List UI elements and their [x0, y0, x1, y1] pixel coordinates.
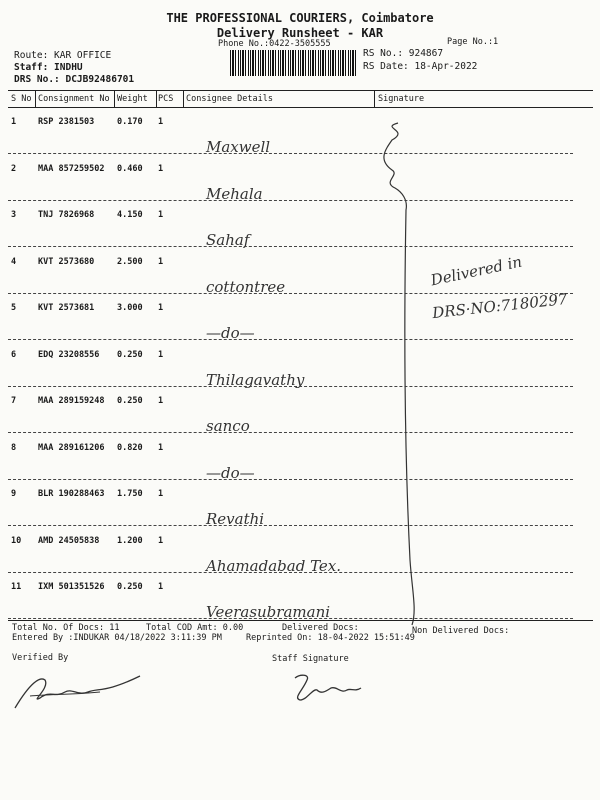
row-sno: 4 — [11, 256, 17, 267]
row-consignee-handwritten: Thilagavathy — [206, 370, 305, 389]
company-name: THE PROFESSIONAL COURIERS, Coimbatore — [166, 11, 434, 25]
row-weight: 0.250 — [117, 582, 143, 592]
row-separator — [8, 339, 573, 340]
route: Route: KAR OFFICE — [14, 50, 112, 61]
phone-number: Phone No.:0422-3505555 — [218, 39, 331, 49]
total-cod: Total COD Amt: 0.00 — [146, 623, 244, 633]
row-weight: 1.750 — [117, 489, 143, 499]
row-consignee-handwritten: Mehala — [206, 184, 263, 203]
row-weight: 0.250 — [117, 349, 143, 360]
row-consignee-handwritten: Ahamadabad Tex. — [206, 556, 342, 575]
row-separator — [8, 293, 573, 294]
staff-signature-label: Staff Signature — [272, 654, 349, 664]
row-weight: 4.150 — [117, 210, 143, 220]
row-pcs: 1 — [158, 256, 164, 267]
row-separator — [8, 432, 573, 433]
col-divider — [156, 90, 157, 107]
row-consignment-no: BLR 190288463 — [38, 489, 105, 499]
non-delivered-docs: Non Delivered Docs: — [412, 626, 510, 636]
row-consignment-no: MAA 289161206 — [38, 442, 105, 453]
rs-number: RS No.: 924867 — [363, 48, 444, 59]
col-divider — [374, 90, 375, 107]
col-divider — [183, 90, 184, 107]
reprinted-on: Reprinted On: 18-04-2022 15:51:49 — [246, 633, 415, 643]
col-divider — [114, 90, 115, 107]
row-sno: 8 — [11, 442, 17, 453]
page-number: Page No.:1 — [447, 37, 499, 47]
row-consignee-handwritten: cottontree — [206, 277, 286, 296]
row-consignee-handwritten: Maxwell — [206, 138, 271, 156]
row-consignee-handwritten: —do— — [206, 463, 255, 482]
row-pcs: 1 — [158, 117, 164, 127]
row-separator — [8, 246, 573, 247]
row-weight: 2.500 — [117, 256, 143, 267]
row-sno: 7 — [11, 396, 17, 406]
row-consignee-handwritten: —do— — [206, 324, 255, 342]
row-pcs: 1 — [158, 489, 164, 499]
row-consignment-no: EDQ 23208556 — [38, 349, 100, 360]
row-separator — [8, 479, 573, 480]
row-pcs: 1 — [158, 442, 164, 453]
document-title: Delivery Runsheet - KAR — [216, 26, 384, 40]
row-separator — [8, 153, 573, 154]
row-weight: 1.200 — [117, 535, 143, 546]
col-header-consignment: Consignment No — [38, 94, 110, 104]
total-docs: Total No. Of Docs: 11 — [12, 623, 120, 633]
row-consignment-no: MAA 289159248 — [38, 396, 105, 406]
barcode — [230, 50, 358, 76]
col-header-sno: S No — [11, 94, 32, 104]
delivered-docs: Delivered Docs: — [282, 623, 359, 633]
row-sno: 5 — [11, 303, 17, 313]
row-separator — [8, 572, 573, 573]
row-consignment-no: KVT 2573680 — [38, 256, 95, 267]
row-consignment-no: AMD 24505838 — [38, 535, 100, 546]
row-weight: 0.170 — [117, 117, 143, 127]
row-weight: 0.460 — [117, 163, 143, 174]
col-header-weight: Weight — [117, 94, 148, 104]
row-pcs: 1 — [158, 396, 164, 406]
row-sno: 3 — [11, 210, 17, 220]
row-consignee-handwritten: Revathi — [206, 510, 265, 528]
row-consignment-no: MAA 857259502 — [38, 163, 105, 174]
row-sno: 1 — [11, 117, 17, 127]
handwritten-note-line1: Delivered in — [429, 252, 524, 290]
row-consignment-no: KVT 2573681 — [38, 303, 95, 313]
row-separator — [8, 618, 573, 619]
row-pcs: 1 — [158, 163, 164, 174]
row-consignment-no: RSP 2381503 — [38, 117, 95, 127]
row-pcs: 1 — [158, 349, 164, 360]
staff-signature — [285, 670, 375, 705]
row-consignment-no: TNJ 7826968 — [38, 210, 95, 220]
footer-border — [8, 620, 593, 621]
col-header-consignee: Consignee Details — [186, 94, 273, 104]
table-header-border — [8, 107, 593, 108]
row-sno: 9 — [11, 489, 17, 499]
row-sno: 2 — [11, 163, 17, 174]
row-weight: 0.820 — [117, 442, 143, 453]
handwritten-note-line2: DRS·NO:7180297 — [431, 289, 569, 323]
row-weight: 0.250 — [117, 396, 143, 406]
row-pcs: 1 — [158, 210, 164, 220]
row-sno: 11 — [11, 582, 22, 592]
row-pcs: 1 — [158, 303, 164, 313]
signature-scribble — [370, 120, 430, 640]
row-weight: 3.000 — [117, 303, 143, 313]
row-separator — [8, 200, 573, 201]
staff: Staff: INDHU — [14, 62, 83, 73]
row-separator — [8, 386, 573, 387]
verified-by-label: Verified By — [12, 653, 69, 663]
row-sno: 6 — [11, 349, 17, 360]
row-consignee-handwritten: Veerasubramani — [206, 603, 331, 621]
row-sno: 10 — [11, 535, 22, 546]
drs-number: DRS No.: DCJB92486701 — [14, 74, 135, 85]
table-top-border — [8, 90, 593, 91]
entered-by: Entered By :INDUKAR 04/18/2022 3:11:39 PM — [12, 633, 222, 643]
row-pcs: 1 — [158, 582, 164, 592]
row-consignee-handwritten: Sahaf — [206, 231, 250, 249]
col-divider — [35, 90, 36, 107]
col-header-pcs: PCS — [158, 94, 174, 104]
row-consignee-handwritten: sanco — [206, 417, 250, 435]
verifier-signature — [10, 668, 150, 713]
row-pcs: 1 — [158, 535, 164, 546]
row-separator — [8, 525, 573, 526]
rs-date: RS Date: 18-Apr-2022 — [363, 61, 478, 72]
col-header-signature: Signature — [378, 94, 425, 104]
row-consignment-no: IXM 501351526 — [38, 582, 105, 592]
